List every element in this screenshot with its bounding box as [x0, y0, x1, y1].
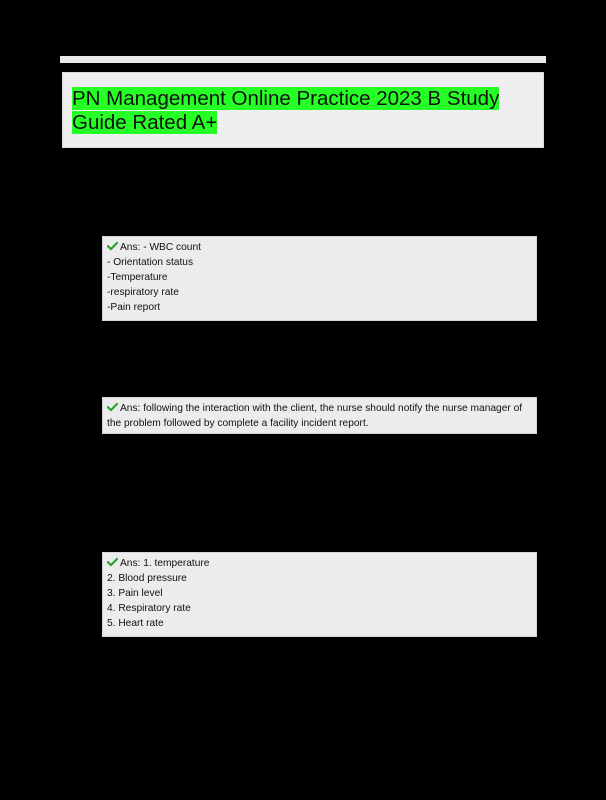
answer-text: Ans: - WBC count	[120, 242, 201, 253]
header-divider	[60, 56, 546, 63]
answer-line: 4. Respiratory rate	[107, 603, 191, 614]
answer-box-2	[102, 397, 537, 434]
answer-text: Ans: 1. temperature	[120, 558, 210, 569]
answer-box-3	[102, 552, 537, 637]
title-box	[62, 72, 544, 148]
answer-line: -Temperature	[107, 272, 168, 283]
answer-line	[107, 401, 532, 431]
check-icon	[107, 557, 118, 567]
answer-line: 3. Pain level	[107, 588, 163, 599]
answer-line	[107, 556, 532, 571]
answer-line: - Orientation status	[107, 257, 194, 268]
answer-line: 2. Blood pressure	[107, 573, 187, 584]
answer-line: -Pain report	[107, 302, 161, 313]
answer-line: 5. Heart rate	[107, 618, 164, 629]
answer-line: -respiratory rate	[107, 287, 179, 298]
answer-text: Ans: following the interaction with the client, the nurse should notify the nurse manager of the problem followed by complete a facility incident report.	[107, 403, 523, 429]
answer-line	[107, 240, 532, 255]
answer-box-1	[102, 236, 537, 321]
check-icon	[107, 241, 118, 251]
check-icon	[107, 402, 118, 412]
page-title-highlight: PN Management Online Practice 2023 B Study Guide Rated A+	[72, 87, 500, 134]
page-title	[72, 87, 532, 135]
